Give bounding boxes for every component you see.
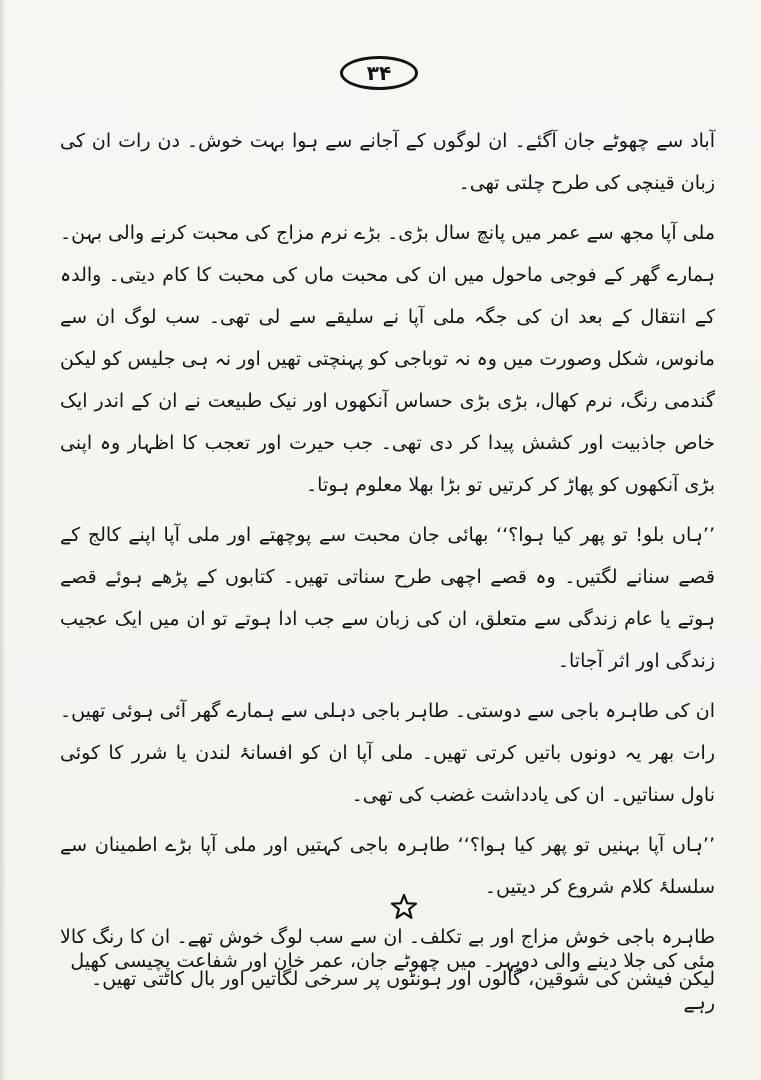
page-number: ۳۴ xyxy=(366,61,392,85)
page-number-oval xyxy=(340,56,418,90)
paragraph-3: ’’ہاں بلو! تو پھر کیا ہوا؟‘‘ بھائی جان محبت سے پوچھتے اور ملی آپا اپنے کالج کے قصے سنانے لگتیں۔ وہ قصے اچھی طرح سناتی تھیں۔ کتابوں کے پڑھے ہوئے قصے ہوتے یا عام زندگی سے متعلق، ان کی زبان سے جب ادا ہوتے تو ان میں ایک عجیب زندگی اور اثر آجاتا۔ xyxy=(60,524,715,672)
body-text xyxy=(60,120,715,1008)
star-outline-icon xyxy=(390,893,418,921)
paragraph-6: طاہرہ باجی خوش مزاج اور بے تکلف۔ ان سے سب لوگ خوش تھے۔ ان کا رنگ کالا لیکن فیشن کی شوقین، گالوں اور ہونٹوں پر سرخی لگاتیں اور بال کاٹتی تھیں۔ xyxy=(60,926,715,990)
continuation-line: مئی کی جلا دینے والی دوپہر۔ میں چھوٹے جان، عمر خان اور شفاعت پچیسی کھیل رہے xyxy=(70,950,715,1014)
page-edge-shadow xyxy=(0,0,6,1080)
paragraph-5: ’’ہاں آپا بہنیں تو پھر کیا ہوا؟‘‘ طاہرہ باجی کہتیں اور ملی آپا بڑے اطمینان سے سلسلۂ کلام شروع کر دیتیں۔ xyxy=(60,834,715,898)
paragraph-2: ملی آپا مجھ سے عمر میں پانچ سال بڑی۔ بڑے نرم مزاج کی محبت کرنے والی بہن۔ ہمارے گھر کے فوجی ماحول میں ان کی محبت ماں کی محبت کا کام دیتی۔ والدہ کے انتقال کے بعد ان کی جگہ ملی آپا نے سلیقے سے لی تھی۔ سب لوگ ان سے مانوس، شکل وصورت میں وہ نہ توباجی کو پہنچتی تھیں اور نہ ہی جلیس کو لیکن گندمی رنگ، نرم کھال، بڑی بڑی حساس آنکھوں اور نیک طبیعت نے ان کے اندر ایک خاص جاذبیت اور کشش پیدا کر دی تھی۔ جب حیرت اور تعجب کا اظہار وہ اپنی بڑی آنکھوں کو پھاڑ کر کرتیں تو بڑا بھلا معلوم ہوتا۔ xyxy=(60,222,715,496)
paragraph-4: ان کی طاہرہ باجی سے دوستی۔ طاہر باجی دہلی سے ہمارے گھر آئی ہوئی تھیں۔ رات بھر یہ دونوں باتیں کرتی تھیں۔ ملی آپا ان کو افسانۂ لندن یا شرر کا کوئی ناول سناتیں۔ ان کی یادداشت غضب کی تھی۔ xyxy=(60,700,715,806)
paragraph-1: آباد سے چھوٹے جان آگئے۔ ان لوگوں کے آجانے سے ہوا بہت خوش۔ دن رات ان کی زبان قینچی کی طرح چلتی تھی۔ xyxy=(60,130,715,194)
